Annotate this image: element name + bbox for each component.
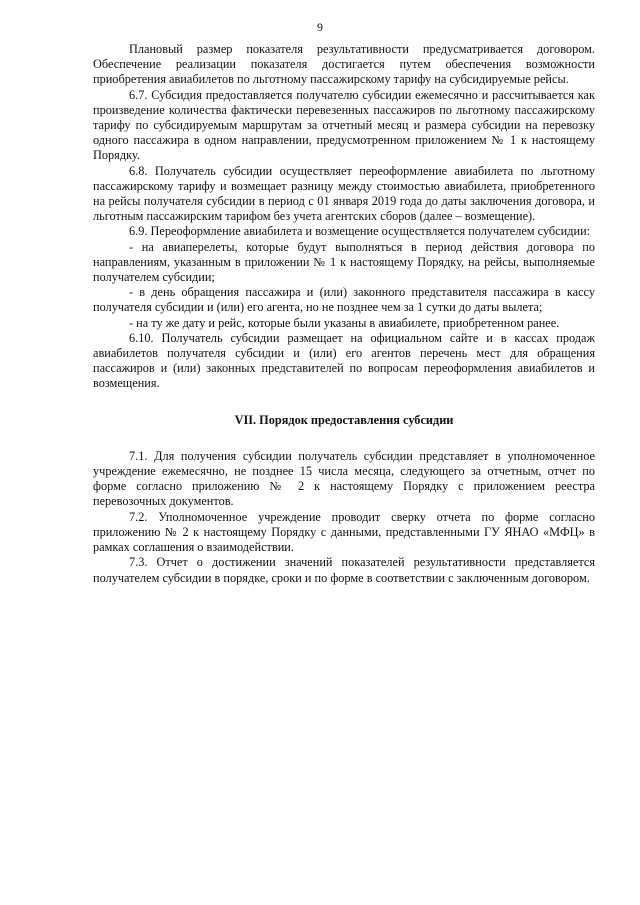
section-heading: VII. Порядок предоставления субсидии: [234, 412, 454, 427]
list-item-flights-period: - на авиаперелеты, которые будут выполняться в период действия договора по направлениям, указанным в приложении № 1 к настоящему Порядку, на рейсы, выполняемые получателем субсидии;: [93, 239, 595, 285]
page-number: 9: [317, 20, 323, 34]
paragraph-6-9: 6.9. Переоформление авиабилета и возмещение осуществляется получателем субсидии:: [129, 224, 591, 239]
paragraph-6-8: 6.8. Получатель субсидии осуществляет переоформление авиабилета по льготному пассажирскому тарифу и возмещает разницу между стоимостью авиабилета, приобретенного на рейсы получателя субсидии в период с 01 января 2019 года до даты заключения договора, и льготным пассажирским тарифом без учета агентских сборов (далее – возмещение).: [93, 163, 595, 224]
paragraph-7-1: 7.1. Для получения субсидии получатель субсидии представляет в уполномоченное учреждение ежемесячно, не позднее 15 числа месяца, следующего за отчетным, отчет по форме согласно приложению № 2 к настоящему Порядку с приложением реестра перевозочных документов.: [93, 448, 595, 509]
list-item-same-date-flight: - на ту же дату и рейс, которые были указаны в авиабилете, приобретенном ранее.: [129, 315, 560, 330]
paragraph-performance-indicator: Плановый размер показателя результативности предусматривается договором. Обеспечение реализации показателя достигается путем обеспечения возможности приобретения авиабилетов по льготному пассажирскому тарифу на субсидируемые рейсы.: [93, 42, 595, 87]
paragraph-7-3: 7.3. Отчет о достижении значений показателей результативности представляется получателем субсидии в порядке, сроки и по форме в соответствии с заключенным договором.: [93, 555, 595, 585]
paragraph-7-2: 7.2. Уполномоченное учреждение проводит сверку отчета по форме согласно приложению № 2 к настоящему Порядку с данными, представленными ГУ ЯНАО «МФЦ» в рамках соглашения о взаимодействии.: [93, 509, 595, 555]
document-body: [93, 42, 595, 586]
list-item-request-day: - в день обращения пассажира и (или) законного представителя пассажира в кассу получателя субсидии и (или) его агента, но не позднее чем за 1 сутки до даты вылета;: [93, 285, 595, 315]
paragraph-6-7: 6.7. Субсидия предоставляется получателю субсидии ежемесячно и рассчитывается как произведение количества фактически перевезенных пассажиров по льготному пассажирскому тарифу по субсидируемым маршрутам за отчетный месяц и размера субсидии на перевозку одного пассажира в одном направлении, предусмотренном приложением № 1 к настоящему Порядку.: [93, 87, 595, 163]
paragraph-6-10: 6.10. Получатель субсидии размещает на официальном сайте и в кассах продаж авиабилетов получателя субсидии и (или) его агентов перечень мест для обращения пассажиров и (или) законных представителей по вопросам переоформления авиабилетов и возмещения.: [93, 330, 595, 391]
